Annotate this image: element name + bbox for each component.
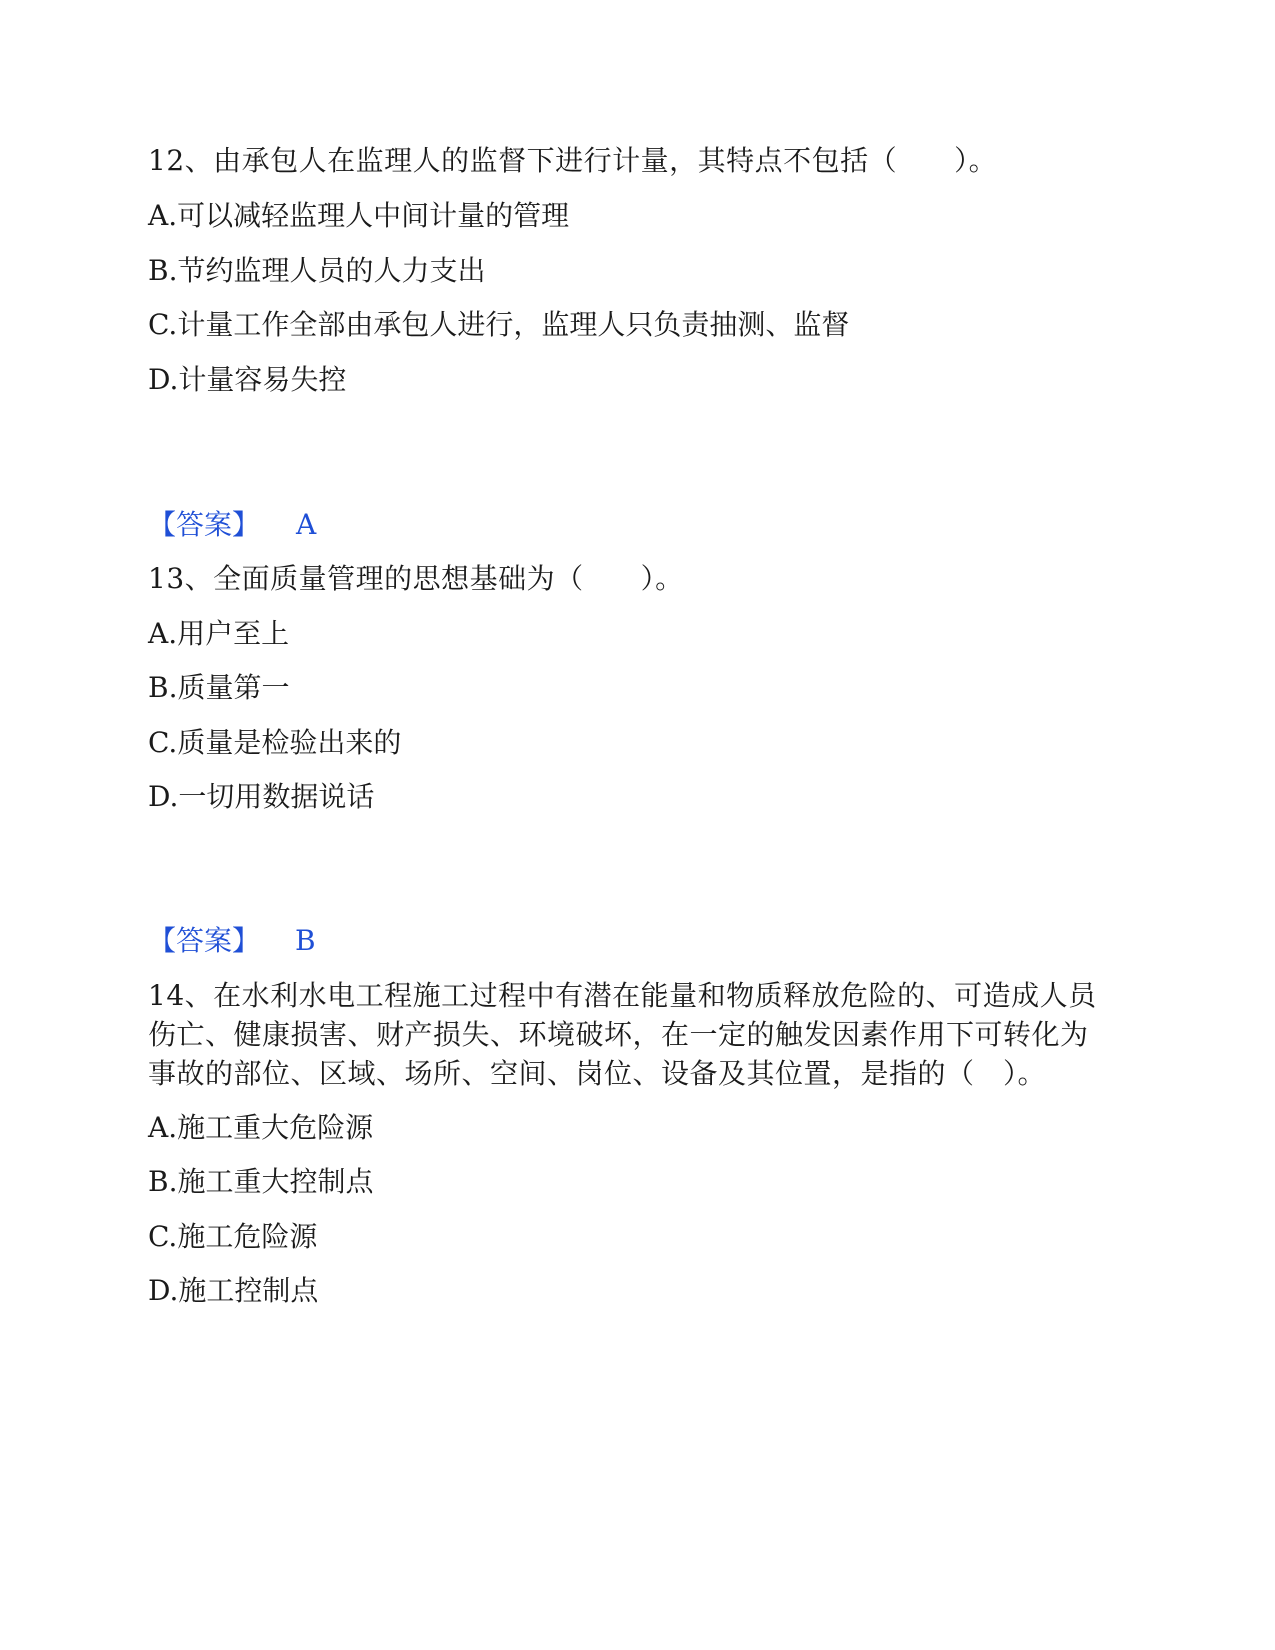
question-12-answer-value: A: [296, 508, 317, 541]
question-12-option-a: A.可以减轻监理人中间计量的管理: [148, 199, 570, 232]
question-14-text-line-3: 事故的部位、区域、场所、空间、岗位、设备及其位置，是指的（ ）。: [148, 1057, 1047, 1090]
question-13-option-d: D.一切用数据说话: [148, 780, 375, 813]
question-13-option-a: A.用户至上: [148, 617, 290, 650]
question-14-option-c: C.施工危险源: [148, 1220, 318, 1253]
question-14-text-line-1: 14、在水利水电工程施工过程中有潜在能量和物质释放危险的、可造成人员: [148, 979, 1097, 1012]
question-12-option-c: C.计量工作全部由承包人进行，监理人只负责抽测、监督: [148, 308, 850, 341]
question-13-answer-label: 【答案】: [148, 924, 261, 957]
question-12-option-b: B.节约监理人员的人力支出: [148, 254, 486, 287]
question-13-option-c: C.质量是检验出来的: [148, 726, 402, 759]
question-13-text: 13、全面质量管理的思想基础为（ ）。: [148, 562, 684, 595]
question-14-option-a: A.施工重大危险源: [148, 1111, 374, 1144]
question-14-option-d: D.施工控制点: [148, 1274, 319, 1307]
question-14-text-line-2: 伤亡、健康损害、财产损失、环境破坏，在一定的触发因素作用下可转化为: [148, 1018, 1089, 1051]
question-12-answer-label: 【答案】: [148, 508, 261, 541]
question-13-answer-value: B: [295, 924, 316, 957]
question-13-option-b: B.质量第一: [148, 671, 290, 704]
question-12-option-d: D.计量容易失控: [148, 363, 347, 396]
question-12-text: 12、由承包人在监理人的监督下进行计量，其特点不包括（ ）。: [148, 144, 998, 177]
question-14-option-b: B.施工重大控制点: [148, 1165, 374, 1198]
